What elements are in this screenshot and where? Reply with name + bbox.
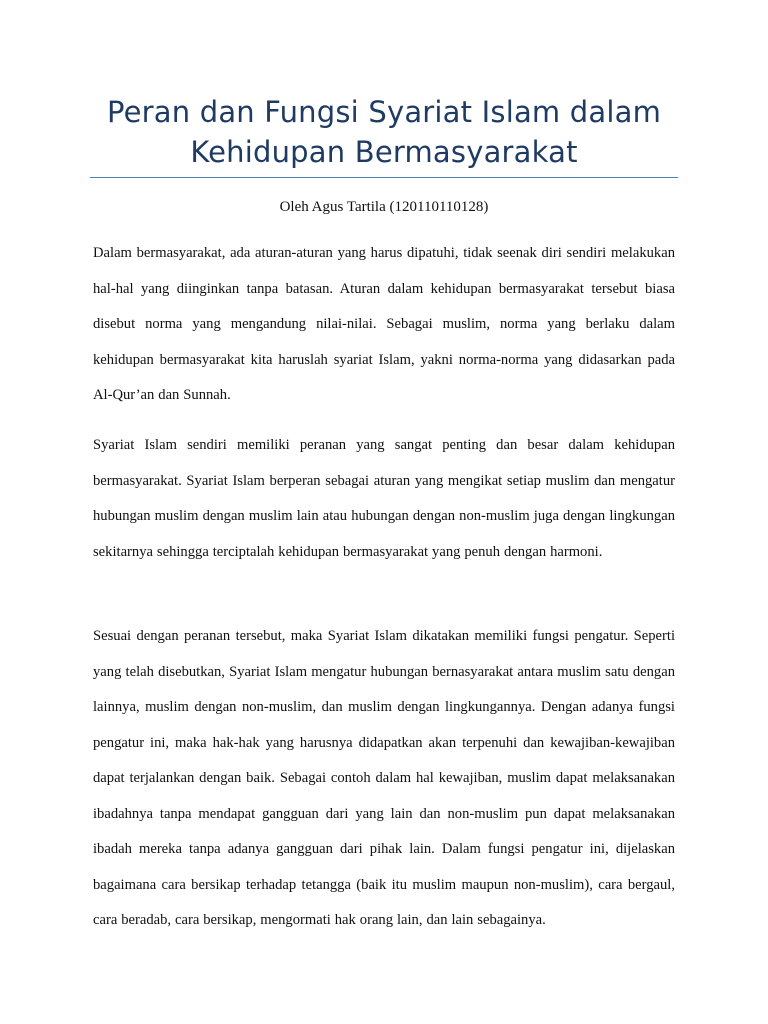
paragraph-1: Dalam bermasyarakat, ada aturan-aturan yang harus dipatuhi, tidak seenak diri sendiri melakukan hal-hal yang diinginkan tanpa batasan. Aturan dalam kehidupan bermasyarakat tersebut biasa disebut norma yang mengandung nilai-nilai. Sebagai muslim, norma yang berlaku dalam kehidupan bermasyarakat kita haruslah syariat Islam, yakni norma-norma yang didasarkan pada Al-Qur’an dan Sunnah. bbox=[93, 245, 675, 403]
title-divider bbox=[90, 177, 678, 178]
page-title bbox=[90, 92, 678, 172]
author-byline: Oleh Agus Tartila (120110110128) bbox=[279, 199, 489, 215]
paragraph-2: Syariat Islam sendiri memiliki peranan yang sangat penting dan besar dalam kehidupan bermasyarakat. Syariat Islam berperan sebagai aturan yang mengikat setiap muslim dan mengatur hubungan muslim dengan muslim lain atau hubungan dengan non-muslim juga dengan lingkungan sekitarnya sehingga terciptalah kehidupan bermasyarakat yang penuh dengan harmoni. bbox=[93, 437, 675, 560]
title-line-1: Peran dan Fungsi Syariat Islam dalam bbox=[106, 95, 662, 129]
title-line-2: Kehidupan Bermasyarakat bbox=[190, 135, 578, 169]
paragraph-3: Sesuai dengan peranan tersebut, maka Syariat Islam dikatakan memiliki fungsi pengatur. Seperti yang telah disebutkan, Syariat Islam mengatur hubungan bernasyarakat antara muslim satu dengan lainnya, muslim dengan non-muslim, dan muslim dengan lingkungannya. Dengan adanya fungsi pengatur ini, maka hak-hak yang harusnya didapatkan akan terpenuhi dan kewajiban-kewajiban dapat terjalankan dengan baik. Sebagai contoh dalam hal kewajiban, muslim dapat melaksanakan ibadahnya tanpa mendapat gangguan dari yang lain dan non-muslim pun dapat melaksanakan ibadah mereka tanpa adanya gangguan dari pihak lain. Dalam fungsi pengatur ini, dijelaskan bagaimana cara bersikap terhadap tetangga (baik itu muslim maupun non-muslim), cara bergaul, cara beradab, cara bersikap, mengormati hak orang lain, dan lain sebagainya. bbox=[93, 628, 675, 928]
